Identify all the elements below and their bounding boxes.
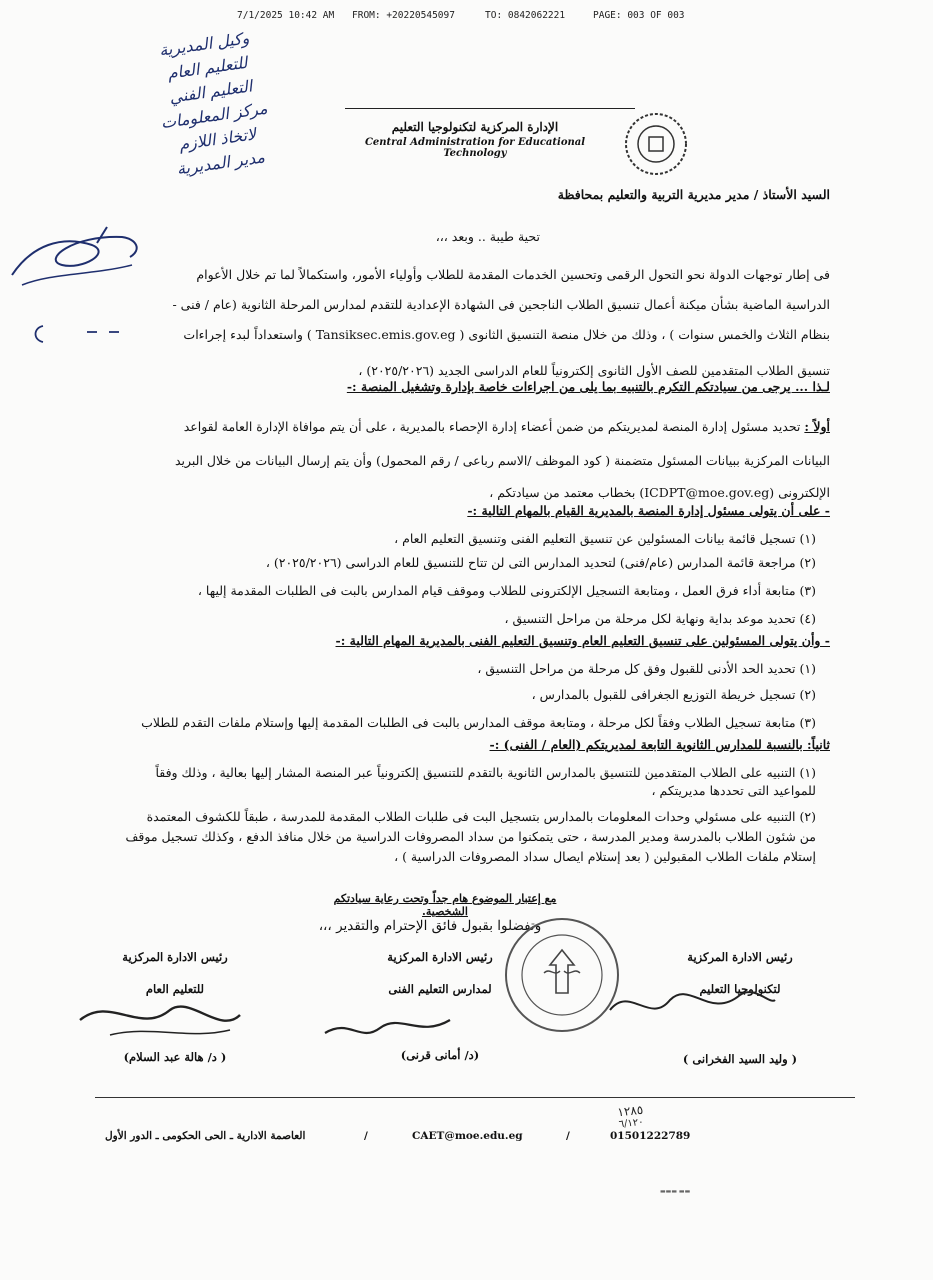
paragraph-line: البيانات المركزية ببيانات المسئول متضمنة ( كود الموظف /الاسم رباعى / رقم المحمول) وأن يتم إرسال البيانات من خلال البريد <box>174 453 830 468</box>
task-item: (٢) مراجعة قائمة المدارس (عام/فنى) لتحديد المدارس التى لن تتاح للتنسيق للعام الدراسى (٢٠٢٥/٢٠٢٦) ، <box>265 555 816 570</box>
paragraph-line: الإلكترونى (ICDPT@moe.gov.eg) بخطاب معتمد من سيادتكم ، <box>489 485 830 500</box>
first-section-label: أولاً : <box>804 419 830 434</box>
signature-title: رئيس الادارة المركزية <box>387 950 493 964</box>
closing-regards: وتفضلوا بقبول فائق الإحترام والتقدير ،،، <box>318 918 542 934</box>
fax-datetime: 7/1/2025 10:42 AM <box>237 10 335 21</box>
scanner-mark: ▬▬▬ ▬▬ <box>660 1188 691 1195</box>
task-item: (٢) التنبيه على مسئولي وحدات المعلومات بالمدارس بتسجيل البت فى طلبات الطلاب المقدمة للمدرسة ، طبقاً للكشوف المعتمدة <box>146 809 816 824</box>
reference-number-value: ١٢٨٥ <box>616 1102 644 1120</box>
fax-page: PAGE: 003 OF 003 <box>593 10 685 21</box>
handwritten-line: مدير المديرية <box>175 147 266 179</box>
fax-to: TO: 0842062221 <box>485 10 566 21</box>
paragraph-text: تحديد مسئول إدارة المنصة لمديريتكم من ضمن أعضاء إدارة الإحصاء بالمديرية ، على أن يتم موافاة الإدارة العامة لقواعد <box>183 419 801 434</box>
signature-subtitle: للتعليم العام <box>145 982 205 996</box>
task-item: (١) تسجيل قائمة بيانات المسئولين عن تنسيق التعليم الفنى وتنسيق التعليم العام ، <box>394 531 816 546</box>
footer-separator: / <box>364 1130 368 1142</box>
reference-number <box>617 1103 645 1131</box>
letterhead-english: Central Administration for Educational Technology <box>364 137 586 159</box>
fax-from: FROM: +20220545097 <box>352 10 455 21</box>
footer-separator: / <box>566 1130 570 1142</box>
paragraph-line: فى إطار توجهات الدولة نحو التحول الرقمى وتحسين الخدمات المقدمة للطلاب وأولياء الأمور، واستكمالاً لما تم خلال الأعوام <box>196 267 830 282</box>
second-section-heading: ثانياً: بالنسبة للمدارس الثانوية التابعة لمديريتكم (العام / الفنى) :- <box>489 737 830 752</box>
handwritten-signature-scribble <box>2 215 152 295</box>
task-item: (١) التنبيه على الطلاب المتقدمين للتنسيق بالمدارس الثانوية بالتقدم للتنسيق إلكترونياً عبر المنصة المشار إليها بعالية ، وذلك وفقاً <box>155 765 816 780</box>
signature-title: رئيس الادارة المركزية <box>122 950 228 964</box>
instruction-heading: لـذا ... يرجى من سيادتكم التكرم بالتنبيه بما يلى من اجراءات خاصة بإدارة وتشغيل المنصة :- <box>346 379 830 394</box>
paragraph-line <box>90 418 830 435</box>
addressee: السيد الأستاذ / مدير مديرية التربية والتعليم بمحافظة <box>557 187 830 202</box>
task-item: (٣) متابعة تسجيل الطلاب وفقاً لكل مرحلة ، ومتابعة موقف المدارس بالبت فى الطلبات المقدمة إليها وإستلام ملفات التقدم للطلاب <box>141 715 816 730</box>
task-item: من شئون الطلاب بالمدرسة ومدير المدرسة ، حتى يتمكنوا من سداد المصروفات الدراسية من خلال منافذ الدفع ، وكذلك تسجيل موقف <box>125 829 816 844</box>
footer-address: العاصمة الادارية ـ الحى الحكومى ـ الدور الأول <box>105 1130 306 1142</box>
handwritten-line: وكيل المديرية <box>157 28 251 60</box>
task-item: للمواعيد التى تحددها مديريتكم ، <box>651 783 816 798</box>
letterhead-rule <box>345 108 635 109</box>
footer-phone: 01501222789 <box>610 1130 691 1142</box>
signature-name: ( وليد السيد الفخرانى ) <box>682 1052 798 1066</box>
task-item: إستلام ملفات الطلاب المقبولين ( بعد إستلام ايصال سداد المصروفات الدراسية ) ، <box>394 849 816 864</box>
paragraph-line: تنسيق الطلاب المتقدمين للصف الأول الثانوى إلكترونياً للعام الدراسى الجديد (٢٠٢٥/٢٠٢٦) ، <box>358 363 830 378</box>
handwritten-note <box>86 16 339 191</box>
task-heading: - وأن يتولى المسئولين على تنسيق التعليم العام وتنسيق التعليم الفنى بالمديرية المهام التالية :- <box>335 633 830 648</box>
handwritten-signature <box>70 990 250 1050</box>
importance-note: مع إعتبار الموضوع هام جداً وتحت رعاية سيادتكم الشخصية. <box>333 892 557 918</box>
handwritten-line: للتعليم العام <box>166 52 249 83</box>
signature-subtitle: لتكنولوجيا التعليم <box>699 982 781 996</box>
handwritten-line: التعليم الفني <box>168 76 254 107</box>
reference-date: ٦/١٢٠ <box>618 1116 645 1131</box>
task-item: (٤) تحديد موعد بداية ونهاية لكل مرحلة من مراحل التنسيق ، <box>504 611 816 626</box>
task-heading: - على أن يتولى مسئول إدارة المنصة بالمديرية القيام بالمهام التالية :- <box>467 503 830 518</box>
task-item: (١) تحديد الحد الأدنى للقبول وفق كل مرحلة من مراحل التنسيق ، <box>477 661 816 676</box>
footer-email: CAET@moe.edu.eg <box>412 1130 523 1142</box>
handwritten-line: مركز المعلومات <box>159 98 269 133</box>
signature-subtitle: لمدارس التعليم الفنى <box>388 982 492 996</box>
handwritten-signature <box>600 980 780 1030</box>
handwritten-line: لاتخاذ اللازم <box>177 124 258 154</box>
footer-rule <box>95 1097 855 1098</box>
signature-block-tech-schools <box>340 950 540 1062</box>
signature-name: (د/ أمانى قرنى) <box>400 1048 480 1062</box>
paragraph-line: بنظام الثلاث والخمس سنوات ) ، وذلك من خلال منصة التنسيق الثانوى ( Tansiksec.emis.gov.eg ) واستعداداً لبدء إجراءات <box>183 327 830 342</box>
letterhead-arabic: الإدارة المركزية لتكنولوجيا التعليم <box>391 120 559 134</box>
greeting: تحية طيبة .. وبعد ،،، <box>435 229 540 244</box>
task-item: (٢) تسجيل خريطة التوزيع الجغرافى للقبول بالمدارس ، <box>531 687 816 702</box>
signature-title: رئيس الادارة المركزية <box>687 950 793 964</box>
paragraph-line: الدراسية الماضية بشأن ميكنة أعمال تنسيق الطلاب الناجحين فى الشهادة الإعدادية للتقدم لمدارس المرحلة الثانوية (عام / فنى - <box>172 297 830 312</box>
handwritten-signature <box>320 1008 460 1048</box>
task-item: (٣) متابعة أداء فرق العمل ، ومتابعة التسجيل الإلكترونى للطلاب وموقف قيام المدارس بالبت فى الطلبات المقدمة إليها ، <box>197 583 816 598</box>
signature-name: ( د/ هالة عبد السلام) <box>123 1050 227 1064</box>
ministry-logo-icon <box>622 110 690 178</box>
